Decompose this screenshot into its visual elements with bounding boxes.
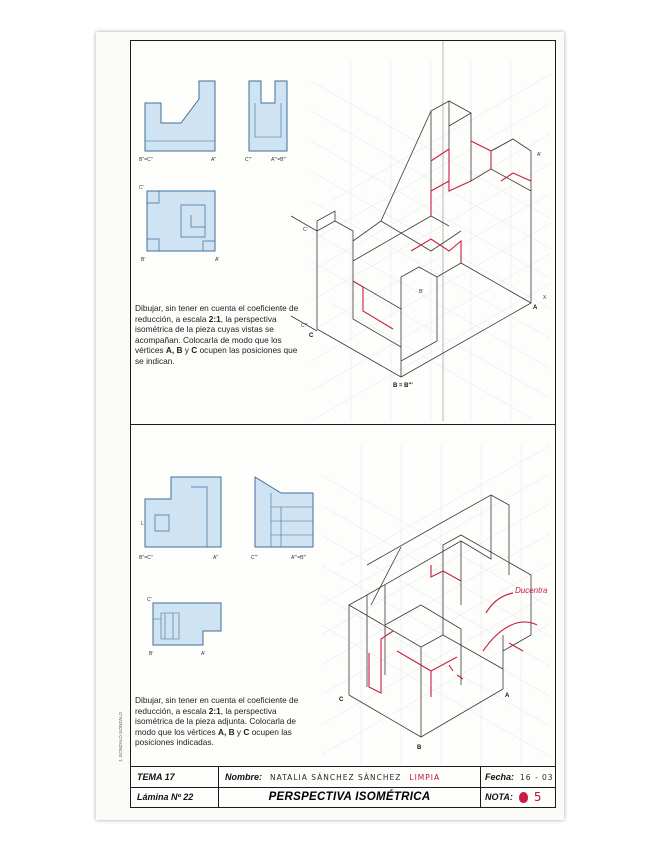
lamina-label: Lámina Nº 22 — [137, 792, 194, 802]
instructions-1: Dibujar, sin tener en cuenta el coeficiente de reducción, a escala 2:1, la perspectiva isométrica de la pieza cuyas vistas se acompañan. Colocarla de modo que los vértices A, B y C ocupen las posiciones que se indican. — [135, 303, 299, 366]
sheet-title: PERSPECTIVA ISOMÉTRICA — [268, 791, 431, 803]
drawing-frame — [130, 40, 556, 808]
label-front-right-1: A'' — [211, 157, 217, 163]
nombre-mark: LIMPIA — [409, 772, 441, 782]
fecha-value: 16 - 03 — [520, 772, 554, 782]
nombre-label: Nombre: — [225, 772, 263, 782]
side-view-2 — [255, 477, 313, 547]
point-x-1: X — [543, 295, 547, 301]
point-b1-1: B' — [419, 289, 424, 295]
label-front-left-1: B''=C'' — [139, 157, 153, 163]
nota-value: 5 — [533, 790, 543, 804]
label-top-b-2: B' — [149, 651, 154, 657]
label-top-c-1: C' — [139, 185, 144, 191]
exercise-2-panel — [131, 425, 557, 769]
label-top-a-2: A' — [201, 651, 206, 657]
annotation-ducentra: Ducentra — [515, 586, 548, 595]
label-side-right-2: A'''=B''' — [291, 555, 307, 561]
nombre-value: NATALIA SÁNCHEZ SÁNCHEZ — [270, 772, 402, 782]
label-side-left-1: C''' — [245, 157, 252, 163]
nombre-cell — [219, 767, 481, 787]
point-a1-1: A' — [537, 152, 542, 158]
isometric-drawing-2 — [349, 495, 531, 737]
tema-label: TEMA 17 — [137, 772, 175, 782]
point-b-2: B — [417, 745, 422, 751]
isometric-drawing-1 — [291, 101, 531, 377]
title-block — [131, 766, 555, 807]
title-cell — [219, 787, 481, 807]
grade-mark-icon — [519, 792, 528, 803]
point-c-2: C — [339, 697, 344, 703]
instructions-2: Dibujar, sin tener en cuenta el coeficiente de reducción, a escala 2:1, la perspectiva isométrica de la pieza adjunta. Colocarla de modo que los vértices A, B y C ocupen las posiciones indicadas. — [135, 695, 299, 748]
label-side-left-2: C''' — [251, 555, 258, 561]
label-top-a-1: A' — [215, 257, 220, 263]
front-view-1 — [145, 81, 215, 151]
label-l-2: L — [141, 521, 144, 527]
ducentra-arrow — [486, 593, 513, 613]
title-block-row-1 — [131, 767, 555, 788]
lamina-cell — [131, 787, 219, 807]
point-a-2: A — [505, 693, 510, 699]
nota-cell — [481, 787, 557, 807]
label-top-c-2: C' — [147, 597, 152, 603]
fecha-label: Fecha: — [485, 772, 515, 782]
label-front-left-2: B''=C'' — [139, 555, 153, 561]
front-view-2 — [145, 477, 221, 547]
point-a-1: A — [533, 305, 538, 311]
point-b-1: B = B''' — [393, 383, 413, 389]
point-c-1: C — [309, 333, 314, 339]
side-credit: J. GONZALO GONZALO — [118, 711, 123, 762]
isometric-grid-2 — [321, 445, 551, 765]
point-c3-1: C''' — [301, 323, 308, 329]
tema-cell — [131, 767, 219, 787]
nota-label: NOTA: — [485, 792, 513, 802]
paper-sheet — [96, 32, 564, 820]
label-front-right-2: A'' — [213, 555, 219, 561]
red-corrections-1 — [353, 141, 531, 329]
label-top-b-1: B' — [141, 257, 146, 263]
title-block-row-2 — [131, 787, 555, 807]
label-side-right-1: A'''=B''' — [271, 157, 287, 163]
fecha-cell — [481, 767, 557, 787]
point-c1-1: C' — [303, 227, 308, 233]
exercise-1-panel — [131, 41, 557, 424]
